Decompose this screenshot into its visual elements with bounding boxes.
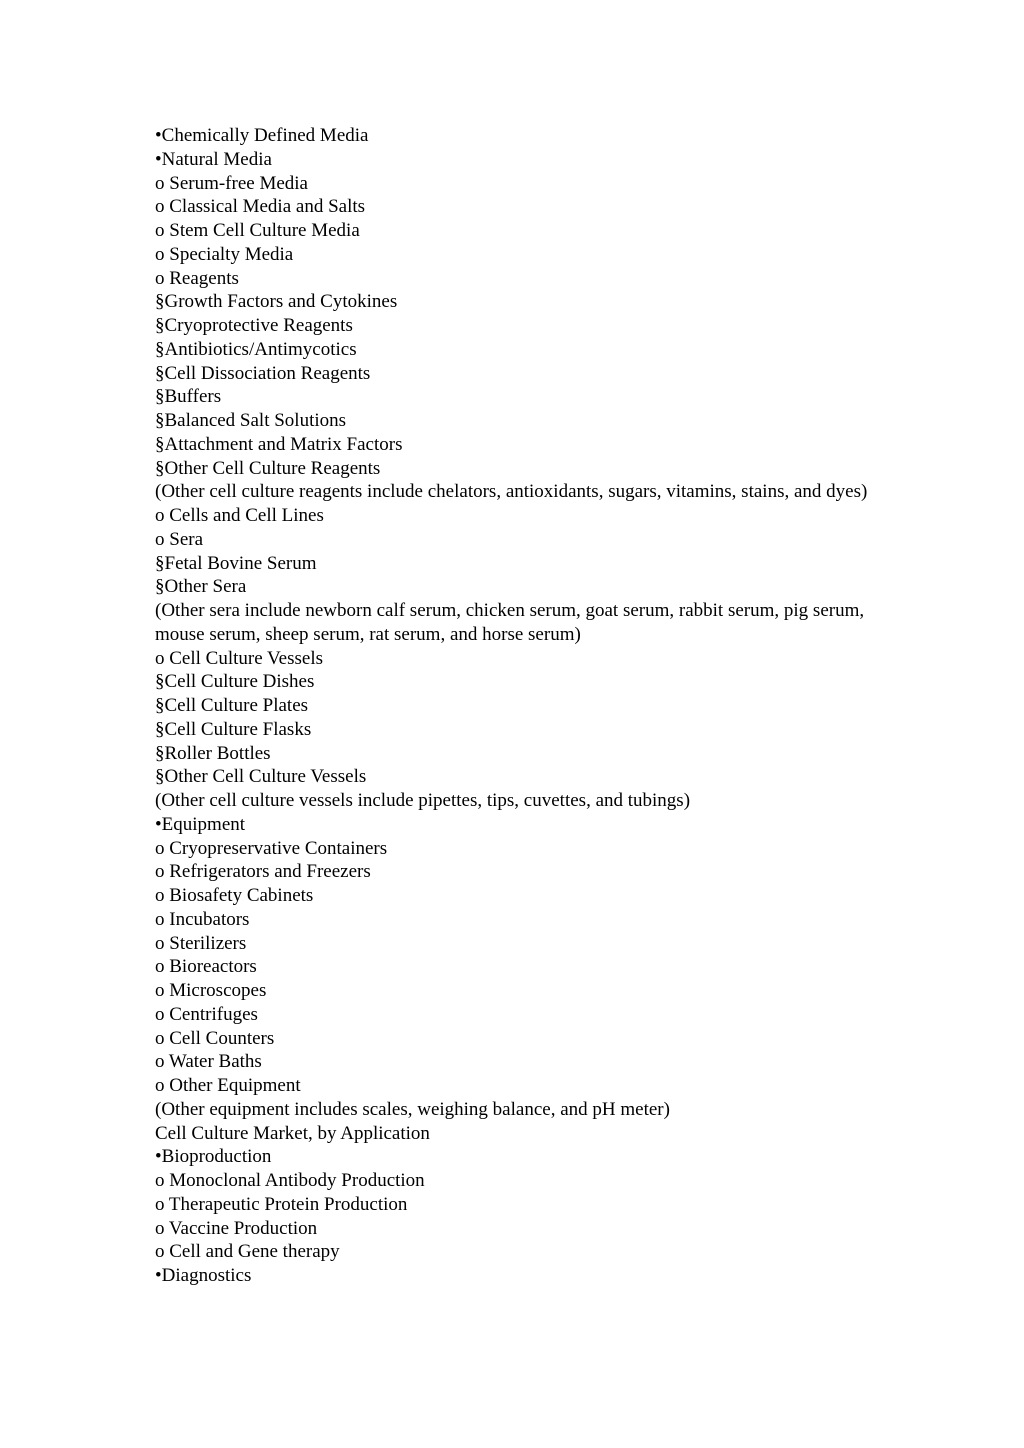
list-item: §Other Cell Culture Vessels (155, 766, 367, 788)
list-item: o Refrigerators and Freezers (155, 861, 371, 883)
note-text: (Other sera include newborn calf serum, chicken serum, goat serum, rabbit serum, pig serum, mouse serum, sheep serum, rat serum, and horse serum) (155, 600, 865, 645)
list-item: §Antibiotics/Antimycotics (155, 338, 357, 360)
list-item: §Roller Bottles (155, 742, 271, 764)
list-item: o Sterilizers (155, 932, 247, 954)
list-item: •Equipment (155, 813, 246, 835)
list-item: o Cells and Cell Lines (155, 505, 324, 526)
list-item: •Bioproduction (155, 1146, 272, 1168)
list-item: o Sera (155, 528, 204, 550)
note-text: (Other cell culture reagents include chelators, antioxidants, sugars, vitamins, stains, and dyes) (155, 481, 868, 503)
list-item: o Water Baths (155, 1051, 262, 1073)
document-page (155, 124, 875, 1288)
list-item: o Specialty Media (155, 243, 294, 265)
list-item: o Incubators (155, 908, 250, 930)
list-item: §Growth Factors and Cytokines (155, 291, 398, 313)
list-item: §Fetal Bovine Serum (155, 552, 317, 574)
list-item: o Bioreactors (155, 956, 257, 978)
list-item: •Diagnostics (155, 1265, 252, 1286)
list-item: o Biosafety Cabinets (155, 885, 314, 906)
list-item: o Vaccine Production (155, 1217, 318, 1239)
list-item: §Cryoprotective Reagents (155, 315, 353, 336)
list-item: §Buffers (155, 386, 222, 408)
list-item: o Reagents (155, 267, 239, 289)
list-item: o Therapeutic Protein Production (155, 1193, 408, 1215)
list-item: o Serum-free Media (155, 172, 308, 194)
list-item: o Centrifuges (155, 1003, 258, 1025)
list-item: §Cell Culture Plates (155, 695, 309, 716)
list-item: §Other Sera (155, 576, 247, 598)
list-item: o Cell Culture Vessels (155, 647, 324, 669)
list-item: o Cryopreservative Containers (155, 837, 388, 859)
list-item: •Chemically Defined Media (155, 125, 369, 146)
list-item: §Cell Culture Dishes (155, 671, 315, 693)
list-item: o Stem Cell Culture Media (155, 220, 360, 241)
list-item: o Other Equipment (155, 1075, 301, 1096)
list-item: §Cell Culture Flasks (155, 718, 312, 740)
list-item: §Cell Dissociation Reagents (155, 362, 371, 384)
note-text: (Other equipment includes scales, weighing balance, and pH meter) (155, 1098, 670, 1120)
list-item: §Other Cell Culture Reagents (155, 457, 381, 479)
list-item: •Natural Media (155, 148, 272, 170)
list-item: o Cell and Gene therapy (155, 1241, 340, 1263)
list-item: o Classical Media and Salts (155, 196, 366, 218)
note-text: (Other cell culture vessels include pipettes, tips, cuvettes, and tubings) (155, 790, 691, 811)
section-heading: Cell Culture Market, by Application (155, 1122, 430, 1144)
list-item: §Attachment and Matrix Factors (155, 433, 403, 455)
list-item: o Monoclonal Antibody Production (155, 1170, 425, 1191)
list-item: §Balanced Salt Solutions (155, 410, 347, 431)
list-item: o Cell Counters (155, 1027, 275, 1049)
list-item: o Microscopes (155, 980, 267, 1001)
